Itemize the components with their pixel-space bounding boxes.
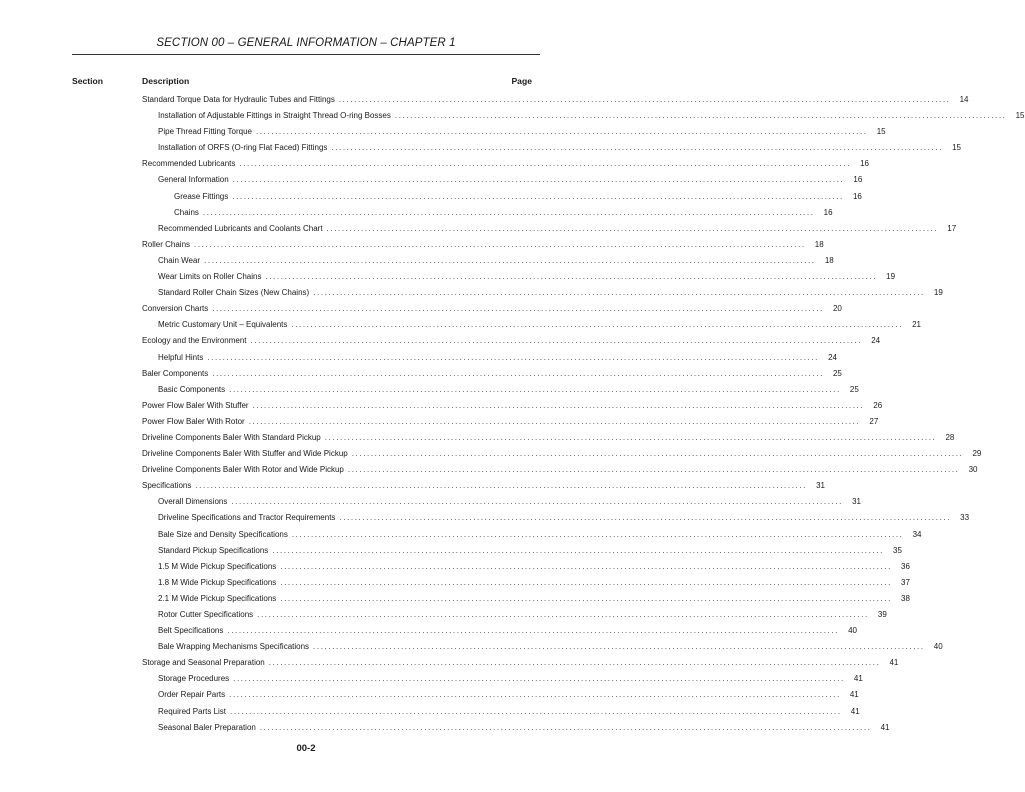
toc-entry — [142, 414, 879, 430]
toc-leader-dots: ................................................................................................................................................................ — [313, 288, 925, 298]
column-header-section: Section — [72, 76, 104, 86]
toc-entry-label: Bale Size and Density Specifications — [158, 529, 288, 539]
toc-entry — [142, 205, 833, 221]
toc-entry-page: 34 — [912, 529, 922, 539]
toc-leader-dots: ................................................................................................................................................................ — [255, 127, 868, 137]
toc-entry-label: Metric Customary Unit – Equivalents — [158, 320, 288, 330]
toc-entry — [142, 108, 1025, 124]
toc-leader-dots: ................................................................................................................................................................ — [338, 95, 951, 104]
toc-entry-page: 14 — [959, 95, 969, 104]
toc-entry-page: 18 — [814, 239, 824, 249]
toc-leader-dots: ................................................................................................................................................................ — [351, 449, 964, 459]
toc-leader-dots: ................................................................................................................................................................ — [347, 465, 960, 475]
toc-entry-page: 30 — [968, 465, 978, 475]
toc-entry-label: Chain Wear — [158, 255, 201, 265]
toc-entry — [142, 301, 842, 317]
toc-entry-label: Power Flow Baler With Stuffer — [142, 400, 249, 410]
toc-leader-dots: ................................................................................................................................................................ — [324, 432, 937, 442]
toc-entry — [142, 543, 902, 559]
toc-entry — [142, 430, 955, 446]
toc-entry-page: 15 — [952, 143, 962, 153]
toc-entry-label: 2.1 M Wide Pickup Specifications — [158, 593, 277, 603]
page-title: SECTION 00 – GENERAL INFORMATION – CHAPTER 1 — [156, 37, 456, 49]
toc-entry — [142, 92, 969, 108]
table-of-contents — [142, 92, 1025, 736]
toc-leader-dots: ................................................................................................................................................................ — [272, 545, 884, 555]
toc-entry-page: 41 — [850, 706, 860, 716]
toc-leader-dots: ................................................................................................................................................................ — [230, 706, 842, 716]
toc-entry-label: Roller Chains — [142, 239, 191, 249]
toc-entry-page: 29 — [972, 449, 982, 459]
toc-entry — [142, 221, 957, 237]
toc-entry — [142, 140, 962, 156]
toc-entry-page: 28 — [945, 432, 955, 442]
toc-leader-dots: ................................................................................................................................................................ — [248, 416, 861, 426]
toc-entry — [142, 350, 837, 366]
column-header-page: Page — [511, 76, 532, 86]
toc-leader-dots: ................................................................................................................................................................ — [339, 513, 952, 523]
toc-entry — [142, 623, 857, 639]
toc-entry-page: 16 — [853, 175, 863, 185]
toc-entry — [142, 720, 890, 736]
toc-entry-page: 31 — [852, 497, 861, 507]
toc-entry — [142, 655, 899, 671]
toc-entry-page: 24 — [828, 352, 837, 362]
toc-entry — [142, 704, 860, 720]
toc-entry-page: 25 — [832, 368, 842, 378]
toc-entry-page: 15 — [1015, 111, 1025, 121]
toc-entry-label: Belt Specifications — [158, 626, 224, 636]
toc-entry-label: Chains — [174, 207, 199, 217]
toc-entry-page: 16 — [860, 159, 870, 169]
toc-leader-dots: ................................................................................................................................................................ — [250, 336, 863, 346]
toc-entry-label: Recommended Lubricants and Coolants Chart — [158, 223, 323, 233]
toc-entry-page: 26 — [873, 400, 883, 410]
toc-leader-dots: ................................................................................................................................................................ — [232, 191, 844, 201]
toc-entry-label: Conversion Charts — [142, 304, 209, 314]
toc-entry-page: 31 — [816, 481, 825, 491]
toc-entry-label: Wear Limits on Roller Chains — [158, 272, 262, 282]
toc-entry-page: 33 — [960, 513, 970, 523]
toc-entry-label: Order Repair Parts — [158, 690, 226, 700]
toc-entry-label: Specifications — [142, 481, 192, 491]
toc-entry-label: Driveline Components Baler With Rotor and Wide Pickup — [142, 465, 344, 475]
toc-entry — [142, 446, 982, 462]
toc-leader-dots: ................................................................................................................................................................ — [194, 239, 806, 249]
toc-entry-label: Bale Wrapping Mechanisms Specifications — [158, 642, 310, 652]
toc-leader-dots: ................................................................................................................................................................ — [280, 577, 892, 587]
toc-leader-dots: ................................................................................................................................................................ — [207, 352, 819, 362]
toc-entry — [142, 269, 896, 285]
toc-leader-dots: ................................................................................................................................................................ — [326, 223, 939, 233]
toc-entry-label: Recommended Lubricants — [142, 159, 236, 169]
toc-leader-dots: ................................................................................................................................................................ — [229, 690, 841, 700]
toc-entry-page: 40 — [848, 626, 857, 636]
toc-leader-dots: ................................................................................................................................................................ — [313, 642, 925, 652]
toc-leader-dots: ................................................................................................................................................................ — [231, 497, 843, 507]
toc-entry-label: Driveline Components Baler With Stuffer and Wide Pickup — [142, 449, 348, 459]
page-number: 00-2 — [296, 743, 316, 754]
toc-entry — [142, 172, 863, 188]
toc-entry — [142, 253, 834, 269]
toc-leader-dots: ................................................................................................................................................................ — [212, 368, 824, 378]
toc-entry-label: Standard Torque Data for Hydraulic Tubes and Fittings — [142, 95, 335, 104]
toc-entry — [142, 317, 922, 333]
toc-entry-page: 18 — [824, 255, 834, 265]
toc-leader-dots: ................................................................................................................................................................ — [268, 658, 881, 668]
toc-entry-label: Seasonal Baler Preparation — [158, 722, 256, 732]
title-divider — [72, 54, 540, 55]
toc-leader-dots: ................................................................................................................................................................ — [229, 384, 841, 394]
toc-leader-dots: ................................................................................................................................................................ — [202, 207, 815, 217]
toc-leader-dots: ................................................................................................................................................................ — [195, 481, 807, 491]
toc-entry-label: Driveline Components Baler With Standard Pickup — [142, 432, 321, 442]
toc-entry-label: 1.5 M Wide Pickup Specifications — [158, 561, 277, 571]
toc-entry-page: 41 — [889, 658, 899, 668]
toc-entry — [142, 591, 910, 607]
toc-entry — [142, 639, 943, 655]
toc-leader-dots: ................................................................................................................................................................ — [227, 626, 839, 636]
toc-leader-dots: ................................................................................................................................................................ — [232, 175, 845, 185]
toc-entry — [142, 156, 870, 172]
toc-entry-label: Overall Dimensions — [158, 497, 228, 507]
toc-leader-dots: ................................................................................................................................................................ — [239, 159, 852, 169]
toc-entry-page: 36 — [901, 561, 910, 571]
toc-entry-label: Grease Fittings — [174, 191, 229, 201]
toc-entry — [142, 462, 978, 478]
toc-leader-dots: ................................................................................................................................................................ — [233, 674, 845, 684]
toc-entry-page: 41 — [849, 690, 859, 700]
toc-entry — [142, 607, 887, 623]
toc-entry-label: Ecology and the Environment — [142, 336, 247, 346]
toc-entry-page: 20 — [832, 304, 842, 314]
toc-entry-page: 37 — [901, 577, 910, 587]
toc-entry — [142, 671, 863, 687]
toc-entry-label: Storage and Seasonal Preparation — [142, 658, 265, 668]
toc-leader-dots: ................................................................................................................................................................ — [204, 255, 816, 265]
toc-entry — [142, 398, 883, 414]
toc-entry-label: Rotor Cutter Specifications — [158, 610, 254, 619]
toc-entry-page: 16 — [823, 207, 833, 217]
toc-entry-label: Helpful Hints — [158, 352, 204, 362]
toc-entry-page: 38 — [901, 593, 910, 603]
column-header-description: Description — [142, 76, 190, 86]
toc-entry-label: Standard Roller Chain Sizes (New Chains) — [158, 288, 310, 298]
toc-entry-label: Installation of ORFS (O-ring Flat Faced) Fittings — [158, 143, 328, 153]
toc-entry-page: 27 — [869, 416, 879, 426]
toc-leader-dots: ................................................................................................................................................................ — [252, 400, 865, 410]
toc-entry-label: Installation of Adjustable Fittings in Straight Thread O-ring Bosses — [158, 111, 391, 121]
toc-entry-label: Storage Procedures — [158, 674, 230, 684]
toc-entry-label: Standard Pickup Specifications — [158, 545, 269, 555]
toc-leader-dots: ................................................................................................................................................................ — [291, 529, 904, 539]
toc-entry-page: 15 — [876, 127, 886, 137]
toc-entry — [142, 333, 881, 349]
toc-entry — [142, 559, 910, 575]
toc-entry — [142, 478, 825, 494]
toc-leader-dots: ................................................................................................................................................................ — [259, 722, 872, 732]
toc-entry-page: 24 — [871, 336, 881, 346]
toc-leader-dots: ................................................................................................................................................................ — [331, 143, 944, 153]
toc-leader-dots: ................................................................................................................................................................ — [212, 304, 824, 314]
toc-entry-page: 19 — [933, 288, 943, 298]
toc-entry-label: Baler Components — [142, 368, 209, 378]
toc-entry-page: 41 — [853, 674, 863, 684]
toc-entry-label: General Information — [158, 175, 229, 185]
toc-entry-label: Power Flow Baler With Rotor — [142, 416, 245, 426]
toc-entry-page: 35 — [893, 545, 902, 555]
toc-entry-label: Pipe Thread Fitting Torque — [158, 127, 252, 137]
toc-entry — [142, 382, 859, 398]
toc-leader-dots: ................................................................................................................................................................ — [291, 320, 904, 330]
toc-entry — [142, 366, 842, 382]
toc-entry — [142, 687, 859, 703]
toc-entry-page: 21 — [912, 320, 922, 330]
toc-entry — [142, 527, 922, 543]
toc-entry-label: Basic Components — [158, 384, 226, 394]
toc-entry — [142, 189, 862, 205]
toc-leader-dots: ................................................................................................................................................................ — [257, 610, 869, 619]
toc-entry-label: Driveline Specifications and Tractor Requirements — [158, 513, 336, 523]
toc-leader-dots: ................................................................................................................................................................ — [394, 111, 1007, 121]
toc-entry-page: 25 — [849, 384, 859, 394]
toc-entry — [142, 510, 970, 526]
toc-entry-page: 40 — [933, 642, 943, 652]
toc-entry-label: 1.8 M Wide Pickup Specifications — [158, 577, 277, 587]
toc-entry — [142, 237, 824, 253]
toc-leader-dots: ................................................................................................................................................................ — [280, 561, 892, 571]
toc-entry — [142, 124, 886, 140]
toc-entry — [142, 285, 943, 301]
toc-entry-page: 17 — [947, 223, 957, 233]
toc-entry-page: 39 — [877, 610, 887, 619]
toc-entry-label: Required Parts List — [158, 706, 227, 716]
toc-entry — [142, 494, 861, 510]
toc-entry-page: 16 — [852, 191, 862, 201]
toc-leader-dots: ................................................................................................................................................................ — [280, 593, 892, 603]
toc-entry-page: 41 — [880, 722, 890, 732]
toc-entry-page: 19 — [886, 272, 896, 282]
toc-leader-dots: ................................................................................................................................................................ — [265, 272, 878, 282]
toc-entry — [142, 575, 910, 591]
